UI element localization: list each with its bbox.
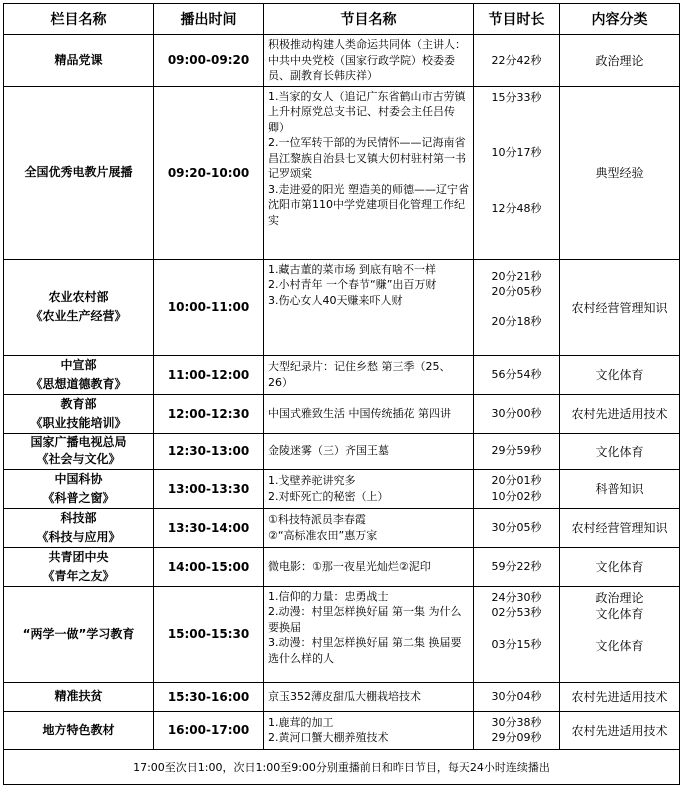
duration-cell — [474, 394, 560, 433]
table-row — [4, 586, 680, 682]
air-time-cell: 13:00-13:30 — [154, 469, 264, 508]
column-name-cell — [4, 86, 154, 259]
category-spacer — [560, 622, 679, 638]
column-name-cell — [4, 586, 154, 682]
air-time-cell: 15:30-16:00 — [154, 682, 264, 711]
header-air-time: 播出时间 — [154, 4, 264, 35]
category-cell — [560, 586, 680, 682]
column-name-cell — [4, 469, 154, 508]
duration-cell — [474, 35, 560, 87]
program-line: 1.鹿茸的加工 — [268, 715, 334, 729]
duration-spacer — [474, 161, 559, 201]
column-name-line: 共青团中央 — [48, 549, 109, 564]
column-name-cell — [4, 433, 154, 469]
air-time-cell: 12:00-12:30 — [154, 394, 264, 433]
category-line: 农村先进适用技术 — [571, 690, 668, 704]
schedule-table — [3, 3, 680, 785]
duration-cell — [474, 508, 560, 547]
table-row — [4, 394, 680, 433]
air-time-cell: 10:00-11:00 — [154, 259, 264, 355]
category-cell — [560, 86, 680, 259]
table-row — [4, 547, 680, 586]
table-row — [4, 355, 680, 394]
air-time-cell: 14:00-15:00 — [154, 547, 264, 586]
column-name-cell — [4, 682, 154, 711]
program-cell — [264, 394, 474, 433]
column-name-line: 国家广播电视总局 — [30, 435, 127, 449]
program-line: 2.黄河口蟹大棚养殖技术 — [268, 731, 389, 744]
table-row — [4, 682, 680, 711]
duration-spacer — [474, 105, 559, 145]
category-cell — [560, 711, 680, 749]
program-cell — [264, 259, 474, 355]
column-name-cell — [4, 35, 154, 87]
duration-line: 10分02秒 — [491, 489, 542, 503]
category-cell — [560, 35, 680, 87]
column-name-line: 《青年之友》 — [42, 568, 115, 583]
duration-cell — [474, 86, 560, 259]
program-line: 1.藏古董的菜市场 到底有啥不一样 — [268, 262, 436, 276]
air-time-cell: 11:00-12:00 — [154, 355, 264, 394]
column-name-line: 农业农村部 — [48, 290, 109, 304]
header-program-name: 节目名称 — [264, 4, 474, 35]
air-time-cell: 15:00-15:30 — [154, 586, 264, 682]
category-line: 农村先进适用技术 — [571, 723, 668, 738]
duration-line: 20分01秒 — [491, 474, 542, 487]
table-row — [4, 508, 680, 547]
air-time-cell: 09:00-09:20 — [154, 35, 264, 87]
category-cell — [560, 508, 680, 547]
column-name-cell — [4, 508, 154, 547]
category-line: 典型经验 — [595, 166, 644, 180]
program-line: 中国式雅致生活 中国传统插花 第四讲 — [268, 406, 451, 420]
program-cell — [264, 586, 474, 682]
program-cell — [264, 469, 474, 508]
program-line: 京玉352薄皮甜瓜大棚栽培技术 — [268, 689, 421, 703]
air-time-cell: 12:30-13:00 — [154, 433, 264, 469]
category-line: 政治理论 — [595, 590, 644, 605]
category-cell — [560, 547, 680, 586]
program-line: ②“高标准农田”惠万家 — [268, 528, 378, 542]
duration-cell — [474, 355, 560, 394]
duration-line: 30分00秒 — [491, 406, 542, 420]
column-name-line: 教育部 — [60, 396, 97, 411]
air-time-cell: 13:30-14:00 — [154, 508, 264, 547]
duration-cell — [474, 469, 560, 508]
footer-note: 17:00至次日1:00，次日1:00至9:00分别重播前日和昨日节目，每天24小时连续播出 — [4, 749, 680, 784]
duration-line: 30分04秒 — [491, 689, 542, 703]
program-cell — [264, 508, 474, 547]
duration-line: 22分42秒 — [491, 53, 542, 67]
program-cell — [264, 35, 474, 87]
column-name-cell — [4, 547, 154, 586]
duration-cell — [474, 711, 560, 749]
column-name-line: 精品党课 — [54, 52, 103, 67]
program-line: 2.对虾死亡的秘密（上） — [268, 489, 389, 503]
column-name-line: 全国优秀电教片展播 — [24, 165, 133, 179]
category-line: 文化体育 — [595, 560, 644, 574]
column-name-cell — [4, 711, 154, 749]
program-line: 微电影：①那一夜星光灿烂②泥印 — [268, 559, 431, 573]
duration-line: 20分18秒 — [491, 314, 542, 328]
duration-line: 29分59秒 — [491, 444, 542, 458]
header-column-name: 栏目名称 — [4, 4, 154, 35]
category-line: 政治理论 — [595, 53, 644, 68]
table-row — [4, 469, 680, 508]
program-line: 1.戈壁养驼讲究多 — [268, 474, 356, 487]
duration-line: 56分54秒 — [491, 367, 542, 381]
duration-line: 03分15秒 — [491, 637, 542, 651]
column-name-line: 中宣部 — [60, 357, 97, 372]
table-row — [4, 259, 680, 355]
column-name-cell — [4, 259, 154, 355]
duration-line: 59分22秒 — [491, 559, 542, 573]
column-name-line: 科技部 — [60, 510, 97, 525]
duration-spacer — [474, 621, 559, 637]
duration-line: 12分48秒 — [491, 201, 542, 215]
duration-cell — [474, 682, 560, 711]
column-name-line: 《思想道德教育》 — [30, 376, 127, 391]
column-name-cell — [4, 355, 154, 394]
program-line: ①科技特派员李春霞 — [268, 513, 366, 526]
header-row — [4, 4, 680, 35]
air-time-cell: 16:00-17:00 — [154, 711, 264, 749]
column-name-line: 《农业生产经营》 — [30, 309, 127, 323]
category-line: 农村先进适用技术 — [571, 407, 668, 421]
column-name-line: 《职业技能培训》 — [30, 415, 127, 430]
duration-cell — [474, 259, 560, 355]
category-cell — [560, 433, 680, 469]
duration-cell — [474, 547, 560, 586]
table-row — [4, 35, 680, 87]
column-name-line: 《科普之窗》 — [42, 490, 115, 505]
column-name-line: 地方特色教材 — [42, 722, 115, 737]
program-cell — [264, 355, 474, 394]
program-cell — [264, 711, 474, 749]
duration-line: 20分21秒 — [491, 269, 542, 283]
program-cell — [264, 86, 474, 259]
program-cell — [264, 433, 474, 469]
category-line: 文化体育 — [595, 638, 644, 653]
column-name-line: 中国科协 — [54, 471, 103, 486]
program-line: 1.当家的女人（追记广东省鹤山市古劳镇上升村原党总支书记、村委会主任吕传卿） — [268, 89, 466, 134]
category-line: 文化体育 — [595, 444, 644, 459]
category-line: 科普知识 — [595, 482, 644, 496]
table-row — [4, 86, 680, 259]
duration-line: 02分53秒 — [491, 606, 542, 619]
duration-line: 10分17秒 — [491, 146, 542, 159]
program-cell — [264, 682, 474, 711]
program-line: 2.一位军转干部的为民情怀——记海南省昌江黎族自治县七叉镇大仞村驻村第一书记罗颂棠 — [268, 136, 466, 180]
table-row — [4, 433, 680, 469]
table-row — [4, 711, 680, 749]
duration-line: 29分09秒 — [491, 731, 542, 744]
column-name-line: 《科技与应用》 — [36, 529, 121, 544]
program-line: 3.动漫：村里怎样换好届 第二集 换届要选什么样的人 — [268, 636, 462, 665]
program-cell — [264, 547, 474, 586]
program-line: 2.小村青年 一个春节“赚”出百万财 — [268, 278, 437, 291]
category-line: 农村经营管理知识 — [571, 521, 668, 535]
duration-line: 15分33秒 — [491, 90, 542, 104]
category-line: 农村经营管理知识 — [571, 300, 668, 315]
category-cell — [560, 259, 680, 355]
duration-cell — [474, 586, 560, 682]
category-cell — [560, 469, 680, 508]
category-cell — [560, 355, 680, 394]
duration-line: 24分30秒 — [491, 590, 542, 604]
category-cell — [560, 394, 680, 433]
air-time-cell: 09:20-10:00 — [154, 86, 264, 259]
header-category: 内容分类 — [560, 4, 680, 35]
program-line: 大型纪录片：记住乡愁 第三季（25、26） — [268, 360, 451, 389]
program-line: 积极推动构建人类命运共同体（主讲人：中共中央党校（国家行政学院）校委委员、副教育长韩庆祥） — [268, 38, 466, 82]
program-line: 3.伤心女人40天赚来吓人财 — [268, 293, 403, 307]
duration-line: 30分05秒 — [491, 520, 542, 534]
column-name-line: “两学一做”学习教育 — [22, 627, 135, 641]
program-line: 1.信仰的力量：忠勇战士 — [268, 589, 389, 603]
header-duration: 节目时长 — [474, 4, 560, 35]
column-name-line: 精准扶贫 — [54, 689, 103, 703]
column-name-line: 《社会与文化》 — [36, 452, 121, 466]
column-name-cell — [4, 394, 154, 433]
category-cell — [560, 682, 680, 711]
duration-line: 30分38秒 — [491, 715, 542, 729]
program-line: 2.动漫：村里怎样换好届 第一集 为什么要换届 — [268, 605, 462, 634]
category-line: 文化体育 — [595, 368, 644, 382]
duration-spacer — [474, 300, 559, 314]
footer-row — [4, 749, 680, 784]
duration-cell — [474, 433, 560, 469]
program-line: 金陵迷雾（三）齐国王墓 — [268, 444, 389, 458]
category-line: 文化体育 — [595, 606, 644, 621]
duration-line: 20分05秒 — [491, 285, 542, 298]
program-line: 3.走进爱的阳光 塑造美的师德——辽宁省沈阳市第110中学党建项目化管理工作纪实 — [268, 182, 469, 227]
